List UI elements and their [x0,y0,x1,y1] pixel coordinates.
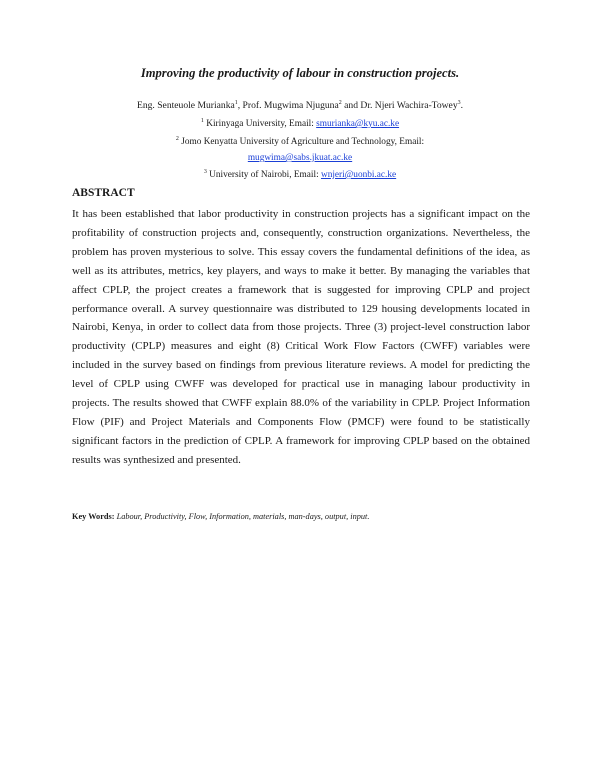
affiliation-1 [0,119,600,129]
abstract-body: It has been established that labor productivity in construction projects has a significant impact on the profitability of construction projects and, consequently, construction organizations. Nevertheless, the problem has proven mysterious to solve. This essay covers the fundamental definitions of the idea, as well as its attributes, metrics, key players, and ways to make it better. By managing the variables that affect CPLP, the project creates a framework that is suggested for improving CPLP and project performance overall. A survey questionnaire was distributed to 129 housing developments located in Nairobi, Kenya, in order to collect data from those projects. Three (3) project-level construction labor productivity (CPLP) measures and eight (8) Critical Work Flow Factors (CWFF) variables were included in the survey based on findings from previous literature reviews. A model for predicting the level of CPLP using CWFF was developed for practical use in managing labour productivity in projects. The results showed that CWFF explain 88.0% of the variability in CPLP. Project Information Flow (PIF) and Project Materials and Components Flow (PMCF) were found to be statistically significant factors in the prediction of CPLP. A framework for improving CPLP based on the obtained results was synthesized and presented. [72,208,530,466]
affiliation-2-email-row [0,153,600,163]
author-1-sup: 1 [234,99,238,106]
author-end: . [460,100,464,111]
keywords-label: Key Words: [72,512,115,521]
affiliation-1-email-link[interactable]: smurianka@kyu.ac.ke [316,119,400,129]
affiliation-1-sup: 1 [200,117,204,124]
author-2: Prof. Mugwima Njuguna [242,100,339,111]
keywords [72,512,530,521]
author-2-sup: 2 [338,99,342,106]
affiliation-1-text: Kirinyaga University, Email: [206,119,317,129]
affiliation-3-text: University of Nairobi, Email: [209,170,321,180]
author-3-sup: 3 [457,99,461,106]
author-3: Dr. Njeri Wachira-Towey [360,100,458,111]
affiliation-3-email-link[interactable]: wnjeri@uonbi.ac.ke [320,170,397,180]
paper-title: Improving the productivity of labour in construction projects. [140,66,460,80]
author-sep-2: and [341,100,361,111]
affiliation-2 [0,137,600,147]
abstract-heading: ABSTRACT [72,187,135,199]
author-line [0,100,600,111]
affiliation-2-text: Jomo Kenyatta University of Agriculture and Technology, Email: [181,137,425,147]
affiliation-3-sup: 3 [203,168,207,175]
affiliation-2-sup: 2 [175,135,179,142]
keywords-list: Labour, Productivity, Flow, Information, materials, man-days, output, input. [116,512,370,521]
affiliation-2-email-link[interactable]: mugwima@sabs.jkuat.ac.ke [247,153,353,163]
author-sep-1: , [237,100,243,111]
affiliation-3 [0,170,600,180]
author-1: Eng. Senteuole Murianka [136,100,235,111]
